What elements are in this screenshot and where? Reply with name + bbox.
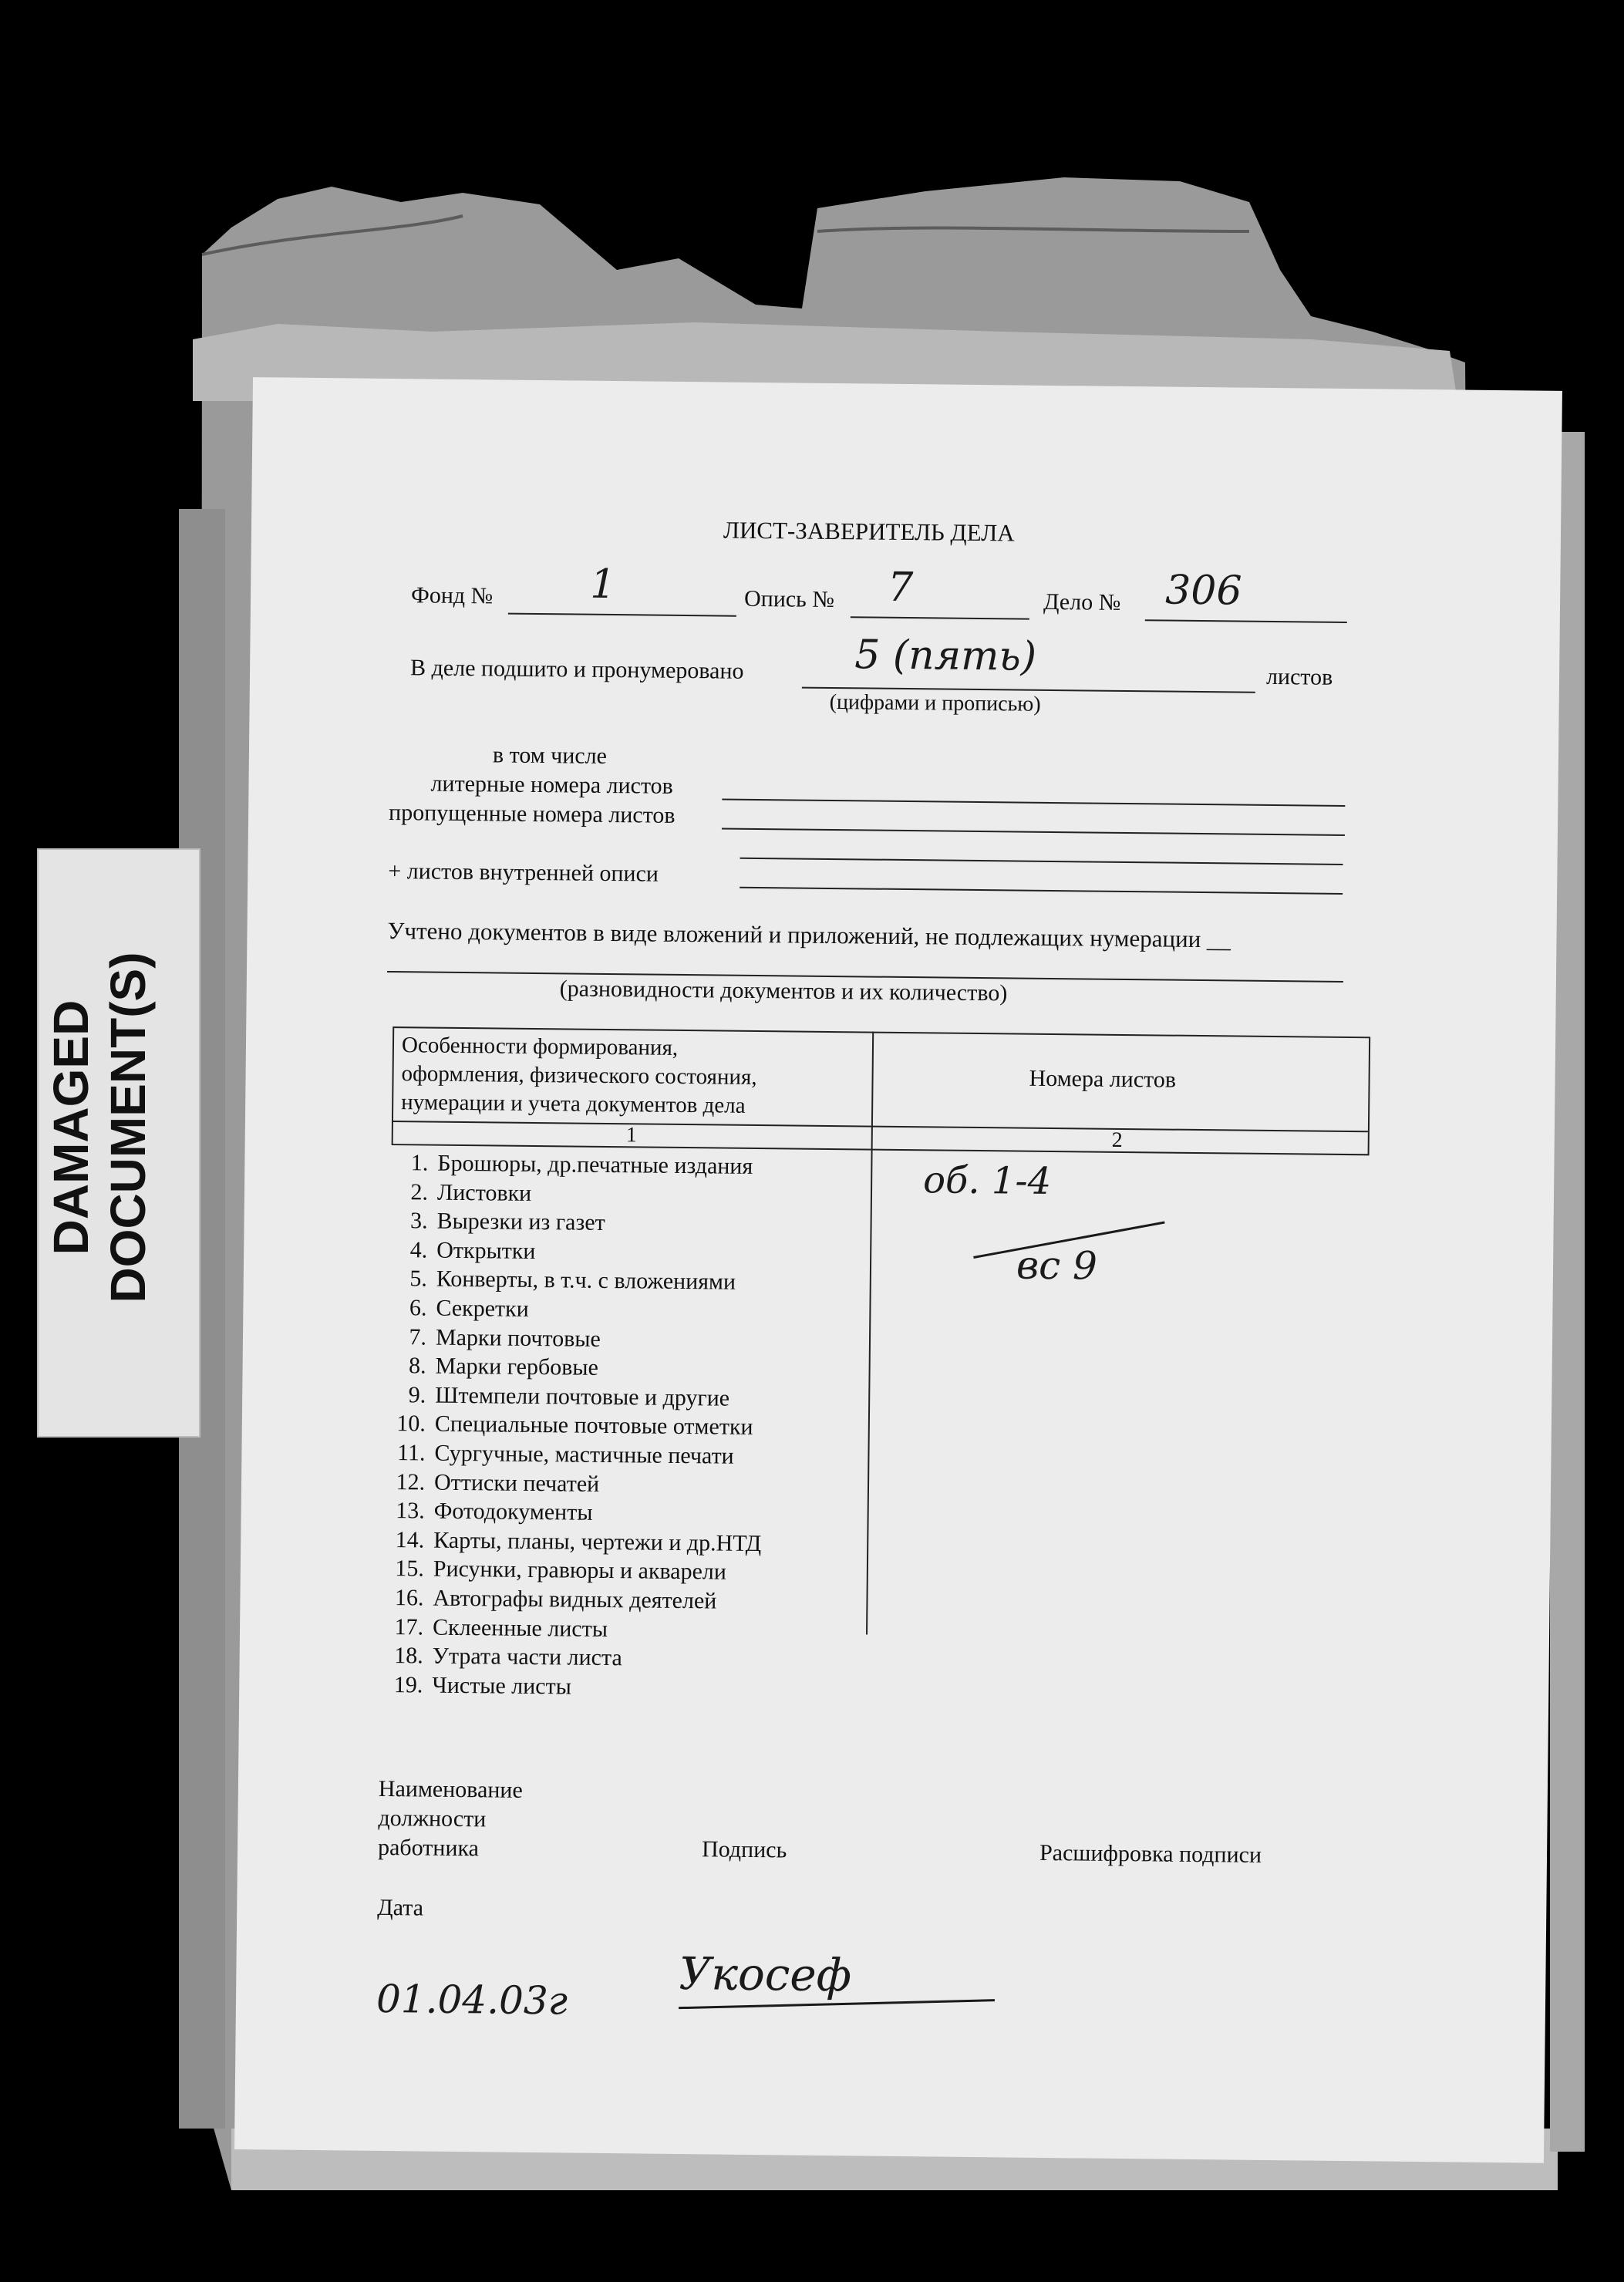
list-item — [389, 1411, 753, 1441]
date-value: 01.04.03г — [376, 1976, 568, 2024]
list-item-number: 19. — [393, 1671, 423, 1698]
list-item-text: Автографы видных деятелей — [433, 1585, 717, 1614]
list-item-text: Специальные почтовые отметки — [434, 1411, 753, 1441]
list-item-number: 14. — [395, 1526, 425, 1553]
including-label: в том числе — [492, 742, 608, 769]
delo-label: Дело № — [1043, 588, 1121, 615]
list-item-number: 18. — [394, 1643, 423, 1669]
opis-label: Опись № — [743, 585, 835, 613]
list-item-number: 1. — [410, 1150, 429, 1176]
column-1-number: 1 — [625, 1123, 637, 1148]
list-item — [389, 1353, 598, 1381]
letter-numbers-label: литерные номера листов — [430, 770, 673, 799]
list-item-number: 4. — [409, 1237, 428, 1263]
listov-label: листов — [1265, 663, 1333, 690]
list-item-number: 10. — [396, 1411, 426, 1437]
brochures-sheet-note: об. 1-4 — [922, 1158, 1052, 1204]
column-2-header: Номера листов — [1029, 1065, 1177, 1093]
list-item-number: 17. — [394, 1613, 424, 1640]
stitched-label: В деле подшито и пронумеровано — [409, 655, 744, 684]
list-item — [388, 1469, 599, 1498]
missing-numbers-label: пропущенные номера листов — [388, 799, 676, 828]
damaged-stamp-label — [42, 869, 197, 1386]
list-item-text: Фотодокументы — [433, 1498, 593, 1525]
list-item-text: Секретки — [436, 1295, 529, 1322]
fond-label: Фонд № — [410, 582, 494, 609]
damaged-stamp — [37, 848, 200, 1438]
fond-value: 1 — [589, 561, 616, 608]
stitched-value: 5 (пять) — [854, 632, 1037, 680]
list-item-number: 11. — [396, 1440, 426, 1466]
list-item-text: Рисунки, гравюры и акварели — [433, 1556, 727, 1586]
list-item — [390, 1208, 605, 1236]
opis-value: 7 — [887, 564, 914, 612]
position-label: Наименование должности работника — [377, 1775, 523, 1862]
list-item-number: 3. — [409, 1208, 428, 1234]
inner-inventory-line — [740, 887, 1343, 895]
list-item — [391, 1179, 532, 1207]
list-item — [390, 1266, 736, 1296]
list-item-number: 12. — [396, 1468, 426, 1495]
decoding-label: Расшифровка подписи — [1039, 1839, 1262, 1868]
form-title: ЛИСТ-ЗАВЕРИТЕЛЬ ДЕЛА — [723, 516, 1015, 547]
list-item-number: 15. — [395, 1556, 425, 1582]
fond-underline — [508, 613, 736, 617]
list-item — [389, 1295, 529, 1323]
list-item — [389, 1382, 729, 1412]
letter-numbers-line — [722, 799, 1345, 807]
list-item-number: 2. — [410, 1178, 429, 1205]
fraction-note: вс 9 — [1016, 1242, 1098, 1289]
column-1-header: Особенности формирования, оформления, физического состояния, нумерации и учета документов дела — [401, 1033, 757, 1118]
list-item-text: Карты, планы, чертежи и др.НТД — [433, 1527, 762, 1556]
stamp-line-1: DAMAGED — [43, 999, 99, 1256]
inner-inventory-label: + листов внутренней описи — [388, 858, 659, 887]
list-item-text: Листовки — [436, 1179, 532, 1206]
list-item-text: Конверты, в т.ч. с вложениями — [436, 1266, 736, 1296]
opis-underline — [851, 616, 1029, 619]
list-item-text: Марки гербовые — [435, 1353, 599, 1381]
list-item-text: Марки почтовые — [435, 1324, 601, 1352]
kinds-hint: (разновидности документов и их количество) — [559, 976, 1008, 1006]
list-item-number: 7. — [409, 1323, 427, 1350]
list-item-text: Открытки — [436, 1237, 536, 1264]
list-item — [391, 1150, 753, 1180]
list-item-text: Утрата части листа — [432, 1643, 622, 1671]
list-item — [386, 1672, 571, 1701]
list-item-number: 6. — [409, 1295, 427, 1321]
missing-numbers-line-2 — [740, 858, 1343, 865]
list-item-text: Штемпели почтовые и другие — [435, 1382, 730, 1411]
delo-value: 306 — [1164, 567, 1242, 615]
missing-numbers-line — [722, 828, 1345, 836]
list-item — [390, 1237, 536, 1265]
handwritten-signature: Укосеф — [679, 1947, 852, 2002]
date-label: Дата — [377, 1894, 424, 1921]
list-item-number: 13. — [395, 1498, 425, 1524]
accounted-label: Учтено документов в виде вложений и приложений, не подлежащих нумерации __ — [387, 916, 1231, 953]
list-item-text: Сургучные, мастичные печати — [434, 1440, 734, 1469]
list-item-number: 9. — [408, 1382, 426, 1408]
list-item-number: 8. — [408, 1353, 426, 1379]
list-item-number: 16. — [394, 1585, 424, 1611]
list-item — [386, 1614, 608, 1643]
list-item-text: Брошюры, др.печатные издания — [437, 1150, 753, 1179]
list-item-text: Склеенные листы — [432, 1614, 608, 1642]
list-item-text: Вырезки из газет — [436, 1208, 605, 1236]
certification-sheet — [234, 377, 1562, 2163]
list-item-number: 5. — [409, 1266, 427, 1292]
list-item-text: Чистые листы — [432, 1672, 572, 1700]
list-item — [387, 1498, 592, 1526]
digits-hint: (цифрами и прописью) — [829, 689, 1041, 716]
stamp-line-2: DOCUMENT(S) — [100, 952, 156, 1303]
delo-underline — [1145, 619, 1347, 623]
column-2-number: 2 — [1111, 1128, 1123, 1152]
list-item — [389, 1324, 601, 1353]
signature-label: Подпись — [701, 1836, 787, 1863]
list-item — [387, 1556, 726, 1586]
list-item — [386, 1643, 622, 1671]
list-item-text: Оттиски печатей — [433, 1469, 600, 1497]
list-item — [388, 1440, 734, 1470]
list-item — [386, 1585, 716, 1614]
list-item — [387, 1527, 761, 1557]
